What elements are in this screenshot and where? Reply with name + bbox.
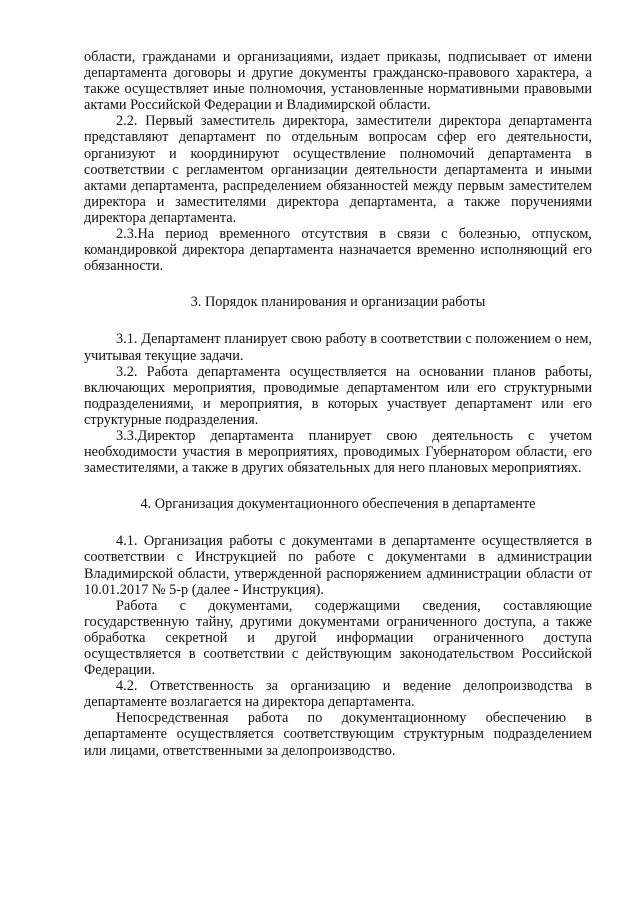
paragraph: 4.2. Ответственность за организацию и ведение делопроизводства в департаменте возлагается на директора департамента. [84,678,592,711]
paragraph: 3.2. Работа департамента осуществляется на основании планов работы, включающих мероприятия, проводимые департаментом или его структурными подразделениями, и мероприятия, в которых участвует департамент или его структурные подразделения. [84,363,592,428]
paragraph: 4.1. Организация работы с документами в департаменте осуществляется в соответствии с Инструкцией по работе с документами в администрации Владимирской области, утвержденной распоряжением администрации области от 10.01.2017 № 5-р (далее - Инструкция). [84,533,592,598]
paragraph: 2.3.На период временного отсутствия в связи с болезнью, отпуском, командировкой директора департамента назначается временно исполняющий его обязанности. [84,226,592,275]
paragraph: Непосредственная работа по документационному обеспечению в департаменте осуществляется соответствующим структурным подразделением или лицами, ответственными за делопроизводство. [84,710,592,759]
paragraph: 3.1. Департамент планирует свою работу в соответствии с положением о нем, учитывая текущие задачи. [84,331,592,364]
section-heading: 4. Организация документационного обеспечения в департаменте [140,496,536,513]
paragraph: области, гражданами и организациями, издает приказы, подписывает от имени департамента договоры и другие документы гражданско-правового характера, а также осуществляет иные полномочия, установленные нормативными правовыми актами Российской Федерации и Владимирской области. [84,49,592,114]
paragraph: 3.3.Директор департамента планирует свою деятельность с учетом необходимости участия в мероприятиях, проводимых Губернатором области, его заместителями, а также в других обязательных для него плановых мероприятиях. [84,427,592,477]
document-body [84,49,592,759]
paragraph: 2.2. Первый заместитель директора, заместители директора департамента представляют департамент по отдельным вопросам сфер его деятельности, организуют и координируют осуществление полномочий департамента в соответствии с регламентом организации деятельности департамента и иными актами департамента, распределением обязанностей между первым заместителем директора и заместителями директора департамента, а также поручениями директора департамента. [84,113,592,226]
section-heading: 3. Порядок планирования и организации работы [190,294,486,311]
paragraph: Работа с документами, содержащими сведения, составляющие государственную тайну, другими документами ограниченного доступа, а также обработка секретной и другой информации ограниченного доступа осуществляется в соответствии с действующим законодательством Российской Федерации. [84,597,592,679]
